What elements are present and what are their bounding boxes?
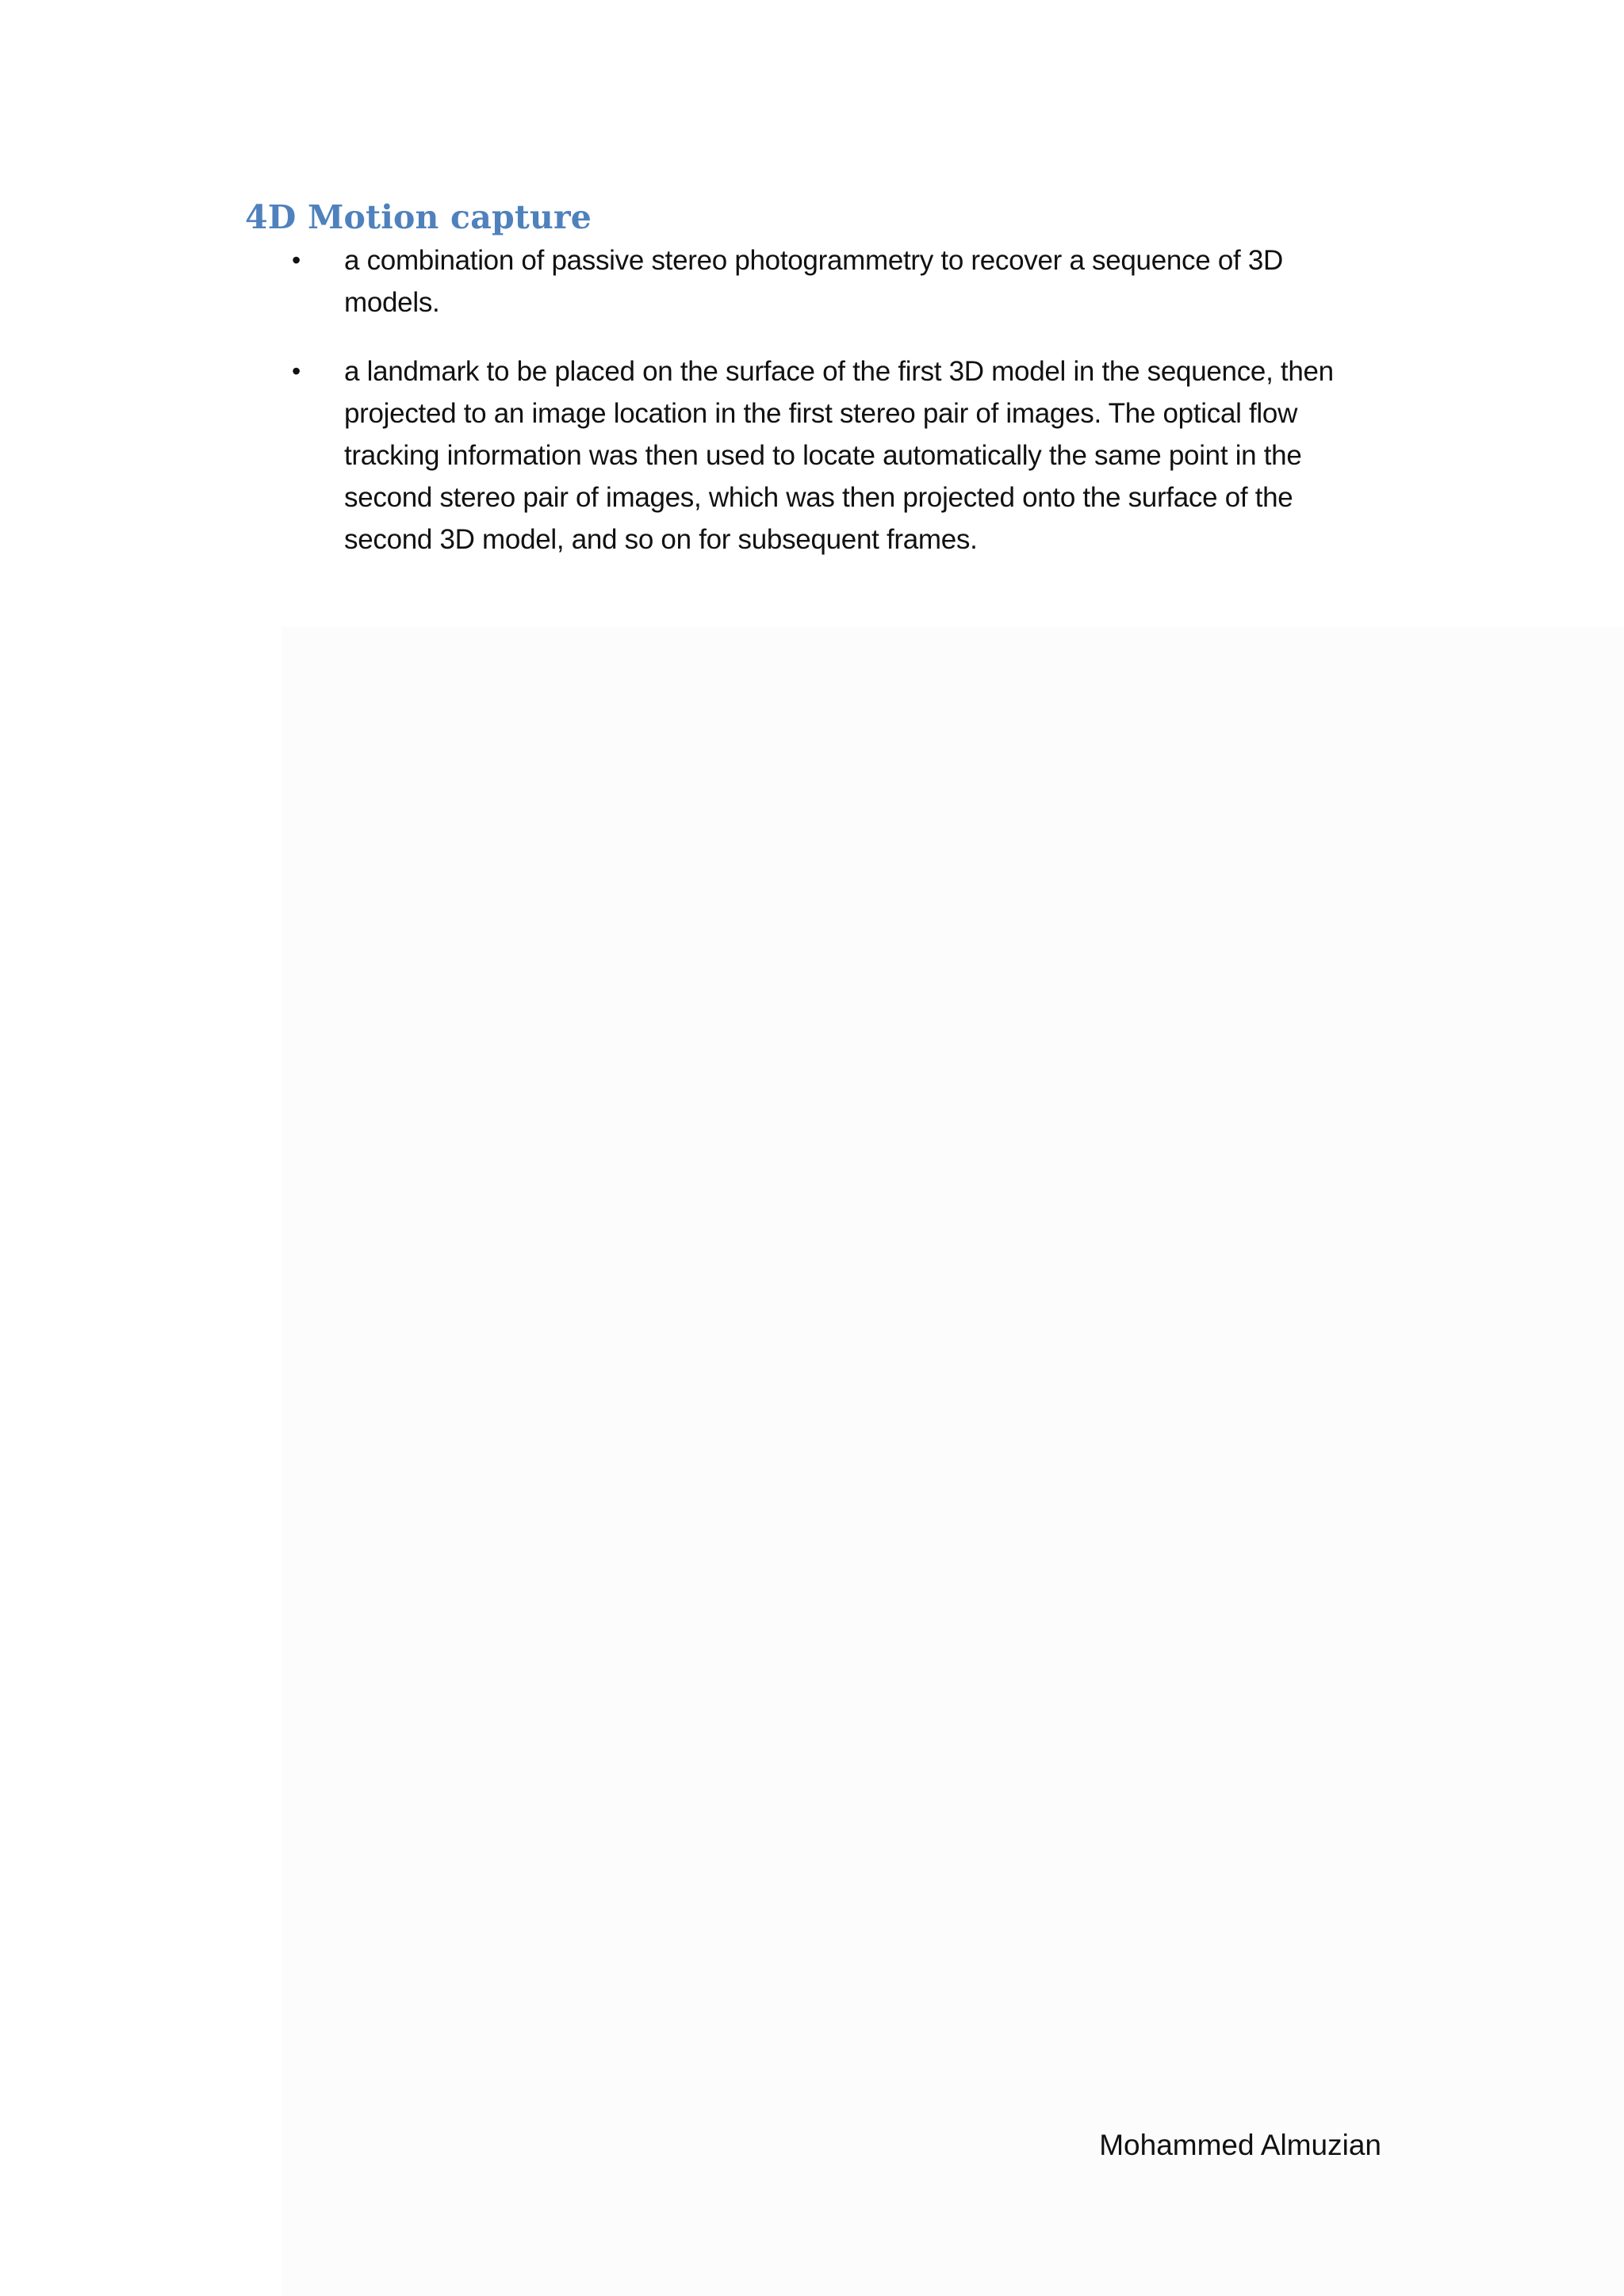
bullet-icon: • [292, 246, 301, 274]
page-background-tint [282, 626, 1624, 2296]
bullet-text: a landmark to be placed on the surface of the first 3D model in the sequence, then projected to an image location in the first stereo pair of images. The optical flow tracking information was then used to locate automatically the same point in the second stereo pair of images, which was then projected onto the surface of the second 3D model, and so on for subsequent frames. [344, 356, 1334, 555]
bullet-text: a combination of passive stereo photogrammetry to recover a sequence of 3D models. [344, 245, 1284, 318]
section-heading: 4D Motion capture [245, 198, 592, 236]
bullet-icon: • [292, 357, 301, 385]
page-footer-author: Mohammed Almuzian [1099, 2129, 1381, 2161]
